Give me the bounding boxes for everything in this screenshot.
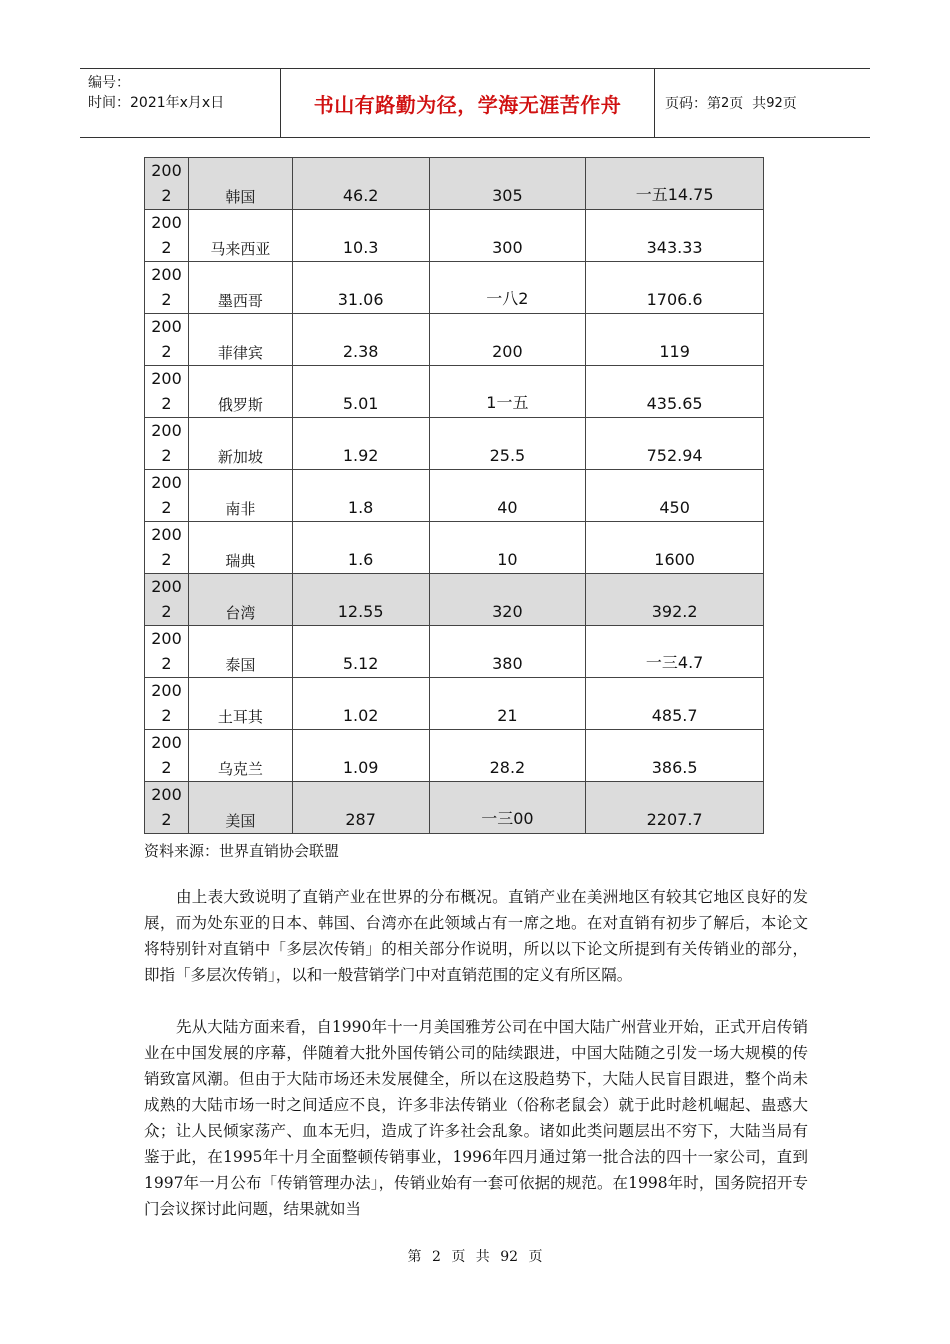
value-c-cell: 1706.6 (586, 262, 764, 314)
footer-current: 2 (431, 1249, 441, 1265)
country-cell: 马来西亚 (188, 210, 292, 262)
country-cell: 新加坡 (188, 418, 292, 470)
value-c-cell: 119 (586, 314, 764, 366)
value-c-cell: 435.65 (586, 366, 764, 418)
value-a-cell: 5.01 (292, 366, 429, 418)
header-motto: 书山有路勤为径，学海无涯苦作舟 (281, 69, 655, 137)
header-meta (80, 69, 281, 137)
page-current: 2 (721, 95, 730, 111)
value-a-cell: 1.6 (292, 522, 429, 574)
footer-total: 92 (500, 1249, 519, 1265)
value-c-cell: 450 (586, 470, 764, 522)
country-cell: 土耳其 (188, 678, 292, 730)
page-header (80, 68, 870, 138)
country-cell: 墨西哥 (188, 262, 292, 314)
page-label: 页码：第 (665, 96, 721, 112)
value-a-cell: 1.09 (292, 730, 429, 782)
value-b-cell: 一八2 (429, 262, 586, 314)
value-c-cell: 1600 (586, 522, 764, 574)
year-cell: 200 2 (145, 470, 189, 522)
value-c-cell: 752.94 (586, 418, 764, 470)
value-c-cell: 343.33 (586, 210, 764, 262)
value-a-cell: 2.38 (292, 314, 429, 366)
page-total: 92 (766, 95, 783, 111)
table-row (145, 314, 764, 366)
value-a-cell: 1.8 (292, 470, 429, 522)
value-a-cell: 46.2 (292, 158, 429, 210)
value-a-cell: 31.06 (292, 262, 429, 314)
year-cell: 200 2 (145, 158, 189, 210)
value-b-cell: 1一五 (429, 366, 586, 418)
page-end-label: 页 (782, 96, 797, 112)
value-b-cell: 25.5 (429, 418, 586, 470)
value-c-cell: 一五14.75 (586, 158, 764, 210)
footer-ye2: 页 (528, 1249, 543, 1265)
table-row (145, 210, 764, 262)
country-cell: 菲律宾 (188, 314, 292, 366)
value-a-cell: 1.02 (292, 678, 429, 730)
year-cell: 200 2 (145, 678, 189, 730)
direct-sales-table (144, 157, 764, 834)
year-cell: 200 2 (145, 626, 189, 678)
value-a-cell: 287 (292, 782, 429, 834)
table-row (145, 574, 764, 626)
year-cell: 200 2 (145, 574, 189, 626)
doc-number-label: 编号： (88, 75, 130, 91)
page-mid-label: 页 共 (729, 96, 767, 112)
value-c-cell: 392.2 (586, 574, 764, 626)
table-row (145, 418, 764, 470)
table-source: 资料来源：世界直销协会联盟 (144, 842, 340, 860)
paragraph-1: 由上表大致说明了直销产业在世界的分布概况。直销产业在美洲地区有较其它地区良好的发展，而为处东亚的日本、韩国、台湾亦在此领域占有一席之地。在对直销有初步了解后，本论文将特别针对直销中「多层次传销」的相关部分作说明，所以以下论文所提到有关传销业的部分，即指「多层次传销」，以和一般营销学门中对直销范围的定义有所区隔。 (144, 888, 808, 984)
value-b-cell: 一三00 (429, 782, 586, 834)
country-cell: 台湾 (188, 574, 292, 626)
value-a-cell: 1.92 (292, 418, 429, 470)
footer-di: 第 (407, 1249, 422, 1265)
value-b-cell: 21 (429, 678, 586, 730)
table-row (145, 158, 764, 210)
value-b-cell: 380 (429, 626, 586, 678)
table-row (145, 730, 764, 782)
year-cell: 200 2 (145, 418, 189, 470)
table-row (145, 366, 764, 418)
country-cell: 韩国 (188, 158, 292, 210)
value-b-cell: 320 (429, 574, 586, 626)
paragraph-2: 先从大陆方面来看，自1990年十一月美国雅芳公司在中国大陆广州营业开始，正式开启传销业在中国发展的序幕，伴随着大批外国传销公司的陆续跟进，中国大陆随之引发一场大规模的传销致富风潮。但由于大陆市场还未发展健全，所以在这股趋势下，大陆人民盲目跟进，整个尚未成熟的大陆市场一时之间适应不良，许多非法传销业（俗称老鼠会）就于此时趁机崛起、蛊惑大众；让人民倾家荡产、血本无归，造成了许多社会乱象。诸如此类问题层出不穷下，大陆当局有鉴于此，在1995年十月全面整顿传销事业，1996年四月通过第一批合法的四十一家公司，直到1997年一月公布「传销管理办法」，传销业始有一套可依据的规范。在1998年时，国务院招开专门会议探讨此问题，结果就如当 (144, 1018, 808, 1218)
value-b-cell: 40 (429, 470, 586, 522)
year-cell: 200 2 (145, 782, 189, 834)
country-cell: 乌克兰 (188, 730, 292, 782)
doc-time-label: 时间：2021年x月x日 (88, 95, 225, 111)
value-b-cell: 305 (429, 158, 586, 210)
value-b-cell: 28.2 (429, 730, 586, 782)
value-b-cell: 10 (429, 522, 586, 574)
value-c-cell: 485.7 (586, 678, 764, 730)
year-cell: 200 2 (145, 522, 189, 574)
year-cell: 200 2 (145, 314, 189, 366)
table-row (145, 262, 764, 314)
value-b-cell: 300 (429, 210, 586, 262)
footer-ye1: 页 (451, 1249, 466, 1265)
footer-gong: 共 (475, 1249, 490, 1265)
value-c-cell: 386.5 (586, 730, 764, 782)
table-row (145, 470, 764, 522)
country-cell: 南非 (188, 470, 292, 522)
year-cell: 200 2 (145, 262, 189, 314)
value-c-cell: 2207.7 (586, 782, 764, 834)
table-body (145, 158, 764, 834)
value-c-cell: 一三4.7 (586, 626, 764, 678)
year-cell: 200 2 (145, 730, 189, 782)
value-a-cell: 5.12 (292, 626, 429, 678)
header-page-info (655, 69, 870, 137)
year-cell: 200 2 (145, 210, 189, 262)
table-row (145, 782, 764, 834)
country-cell: 俄罗斯 (188, 366, 292, 418)
table-row (145, 678, 764, 730)
country-cell: 泰国 (188, 626, 292, 678)
value-a-cell: 10.3 (292, 210, 429, 262)
table-row (145, 626, 764, 678)
year-cell: 200 2 (145, 366, 189, 418)
value-b-cell: 200 (429, 314, 586, 366)
country-cell: 瑞典 (188, 522, 292, 574)
page-footer (0, 1246, 950, 1266)
country-cell: 美国 (188, 782, 292, 834)
value-a-cell: 12.55 (292, 574, 429, 626)
table-row (145, 522, 764, 574)
